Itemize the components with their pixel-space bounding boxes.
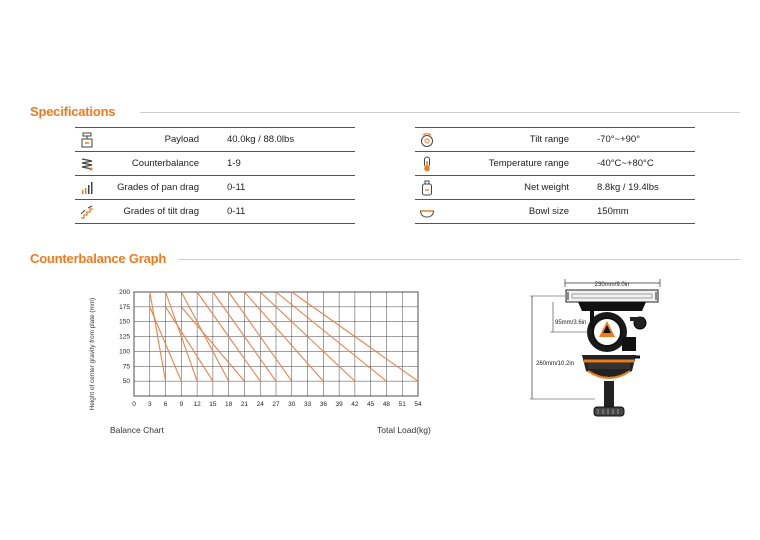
spec-label: Grades of pan drag xyxy=(117,182,199,193)
tripod-head-diagram xyxy=(510,275,710,445)
x-tick-label: 51 xyxy=(398,401,406,408)
spec-value: 0-11 xyxy=(227,206,246,217)
y-tick-label: 100 xyxy=(119,348,130,356)
counterbalance-chart xyxy=(82,284,442,434)
spec-value: 150mm xyxy=(597,206,629,217)
x-tick-label: 18 xyxy=(225,401,233,408)
y-tick-label: 75 xyxy=(122,363,130,371)
spec-value: 0-11 xyxy=(227,182,246,193)
width-dimension-label: 230mm/9.0in xyxy=(594,282,630,288)
spec-row-temperature xyxy=(415,152,695,176)
x-tick-label: 42 xyxy=(351,401,359,408)
x-tick-label: 9 xyxy=(179,401,184,408)
x-tick-label: 30 xyxy=(288,401,296,408)
spec-label: Grades of tilt drag xyxy=(123,206,199,217)
x-tick-label: 24 xyxy=(256,401,264,408)
tilt-drag-icon xyxy=(75,204,99,220)
center-dimension-label: 95mm/3.6in xyxy=(555,320,587,326)
spec-row-bowl-size xyxy=(415,200,695,224)
tilt-range-icon xyxy=(415,132,439,148)
spring-icon xyxy=(75,156,99,172)
spec-label: Tilt range xyxy=(529,134,569,145)
weight-icon xyxy=(415,180,439,196)
spec-value: 8.8kg / 19.4lbs xyxy=(597,182,659,193)
pan-drag-icon xyxy=(75,180,99,196)
spec-row-payload xyxy=(75,128,355,152)
x-tick-label: 36 xyxy=(319,401,327,408)
thermometer-icon xyxy=(415,156,439,172)
spec-row-net-weight xyxy=(415,176,695,200)
total-load-caption: Total Load(kg) xyxy=(377,425,431,435)
spec-value: 1-9 xyxy=(227,158,241,169)
x-tick-label: 15 xyxy=(209,401,217,408)
balance-curve-4 xyxy=(166,307,213,381)
x-tick-label: 33 xyxy=(303,401,312,408)
x-tick-label: 21 xyxy=(240,401,249,408)
graph-title-divider xyxy=(178,259,740,260)
spec-label: Temperature range xyxy=(488,158,569,169)
y-axis-label: Height of center gravity from plate (mm) xyxy=(89,297,96,411)
x-tick-label: 3 xyxy=(147,401,152,408)
x-tick-label: 48 xyxy=(382,401,391,408)
specifications-title: Specifications xyxy=(30,104,116,119)
spec-label: Net weight xyxy=(524,182,569,193)
y-tick-label: 200 xyxy=(119,289,130,296)
spec-label: Payload xyxy=(164,134,199,145)
spec-row-counterbalance xyxy=(75,152,355,176)
x-tick-label: 0 xyxy=(132,401,136,408)
x-tick-label: 27 xyxy=(272,401,280,408)
leveling-stem xyxy=(604,381,614,407)
spec-label: Bowl size xyxy=(528,206,569,217)
y-tick-label: 50 xyxy=(122,378,130,386)
bowl-icon xyxy=(415,204,439,220)
x-tick-label: 39 xyxy=(335,401,343,408)
spec-row-tilt-range xyxy=(415,128,695,152)
title-divider xyxy=(140,112,740,113)
height-dimension-label: 260mm/10.2in xyxy=(536,361,575,367)
x-tick-label: 54 xyxy=(414,401,422,408)
x-tick-label: 45 xyxy=(367,401,375,408)
spec-label: Counterbalance xyxy=(131,158,199,169)
y-tick-label: 125 xyxy=(119,333,130,341)
x-tick-label: 6 xyxy=(163,401,168,408)
spec-value: -70°~+90° xyxy=(597,134,640,145)
spec-row-pan-drag xyxy=(75,176,355,200)
spec-row-tilt-drag xyxy=(75,200,355,224)
camera-plate xyxy=(566,290,658,302)
counterbalance-graph-title: Counterbalance Graph xyxy=(30,251,167,266)
y-tick-label: 150 xyxy=(119,318,130,326)
balance-chart-caption: Balance Chart xyxy=(110,425,164,435)
payload-icon xyxy=(75,132,99,148)
spec-value: -40°C~+80°C xyxy=(597,158,654,169)
y-tick-label: 175 xyxy=(119,303,130,311)
x-tick-label: 12 xyxy=(193,401,201,408)
spec-value: 40.0kg / 88.0lbs xyxy=(227,134,295,145)
